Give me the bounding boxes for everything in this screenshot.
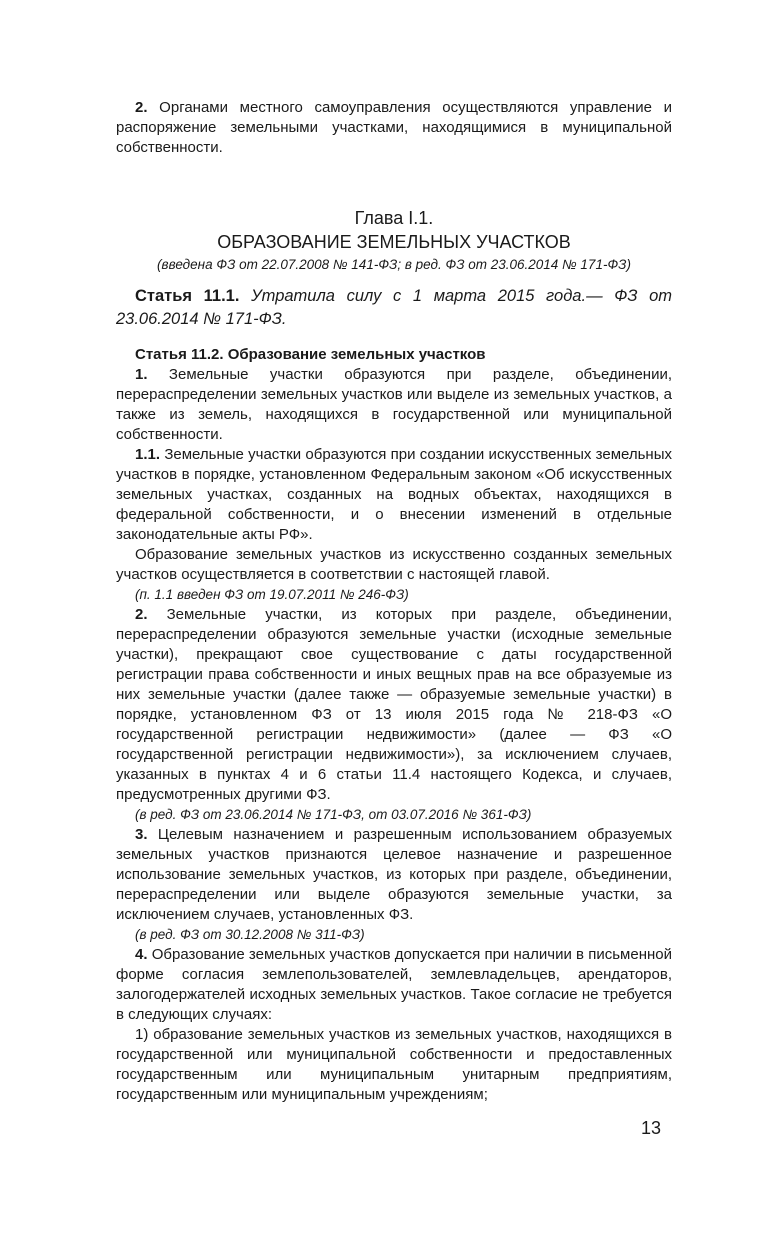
paragraph-text: Земельные участки образуются при разделе, объединении, перераспределении земельных участков или выделе из земельных участков, а также из земель, находящихся в государственной или муниципальной собственности.	[116, 366, 672, 443]
chapter-title: ОБРАЗОВАНИЕ ЗЕМЕЛЬНЫХ УЧАСТКОВ	[217, 232, 571, 252]
paragraph-text: Образование земельных участков допускается при наличии в письменной форме согласия землепользователей, землевладельцев, арендаторов, залогодержателей исходных земельных участков. Такое согласие не требуется в следующих случаях:	[116, 946, 672, 1023]
paragraph-number: 1.1.	[135, 446, 161, 463]
amendment-note-2: (в ред. ФЗ от 23.06.2014 № 171-ФЗ, от 03.07.2016 № 361-ФЗ)	[135, 807, 532, 822]
paragraph-text: Земельные участки образуются при создании искусственных земельных участков в порядке, установленном Федеральным законом «Об искусственных земельных участках, созданных на водных объектах, находящихся в федеральной собственности, и о внесении изменений в отдельные законодательные акты РФ».	[116, 446, 672, 543]
paragraph-1-1	[116, 445, 672, 545]
paragraph-number: 2.	[135, 606, 148, 623]
amendment-note-1-1: (п. 1.1 введен ФЗ от 19.07.2011 № 246-ФЗ)	[135, 587, 409, 602]
paragraph-number: 1.	[135, 366, 148, 383]
chapter-note: (введена ФЗ от 22.07.2008 № 141-ФЗ; в ред. ФЗ от 23.06.2014 № 171-ФЗ)	[157, 257, 631, 272]
article-11-2-title: Статья 11.2. Образование земельных участков	[135, 346, 486, 363]
paragraph-number: 2.	[135, 99, 148, 116]
paragraph-text: Органами местного самоуправления осуществляются управление и распоряжение земельными участками, находящимися в муниципальной собственности.	[116, 99, 672, 156]
page-number: 13	[641, 1118, 662, 1138]
paragraph-4-item-1: 1) образование земельных участков из земельных участков, находящихся в государственной или муниципальной собственности и предоставленных государственным или муниципальным унитарным предприятиям, государственным или муниципальным учреждениям;	[116, 1026, 672, 1103]
page-content	[116, 98, 672, 1105]
paragraph-3	[116, 825, 672, 925]
article-label: Статья 11.1.	[135, 287, 240, 305]
paragraph-number: 4.	[135, 946, 148, 963]
paragraph-2	[116, 605, 672, 805]
paragraph-number: 3.	[135, 826, 148, 843]
article-11-1	[116, 285, 672, 331]
paragraph-1-1-extra: Образование земельных участков из искусственно созданных земельных участков осуществляется в соответствии с настоящей главой.	[116, 546, 672, 583]
paragraph-2-top	[116, 98, 672, 158]
amendment-note-3: (в ред. ФЗ от 30.12.2008 № 311-ФЗ)	[135, 927, 365, 942]
paragraph-1	[116, 365, 672, 445]
article-text: Утратила силу с 1 марта 2015 года.— ФЗ от 23.06.2014 № 171-ФЗ.	[116, 287, 672, 328]
paragraph-text: Целевым назначением и разрешенным использованием образуемых земельных участков признаются целевое назначение и разрешенное использование земельных участков, из которых при разделе, объединении, перераспределении или выделе образуются земельные участки, за исключением случаев, установленных ФЗ.	[116, 826, 672, 923]
paragraph-4	[116, 945, 672, 1025]
chapter-number: Глава I.1.	[354, 208, 434, 228]
paragraph-text: Земельные участки, из которых при разделе, объединении, перераспределении образуются земельные участки (исходные земельные участки), прекращают свое существование с даты государственной регистрации права собственности и иных вещных прав на все образуемые из них земельные участки (далее также — образуемые земельные участки) в порядке, установленном ФЗ от 13 июля 2015 года № 218-ФЗ «О государственной регистрации недвижимости» (далее — ФЗ «О государственной регистрации недвижимости»), за исключением случаев, указанных в пунктах 4 и 6 статьи 11.4 настоящего Кодекса, и случаев, предусмотренных другими ФЗ.	[116, 606, 672, 803]
